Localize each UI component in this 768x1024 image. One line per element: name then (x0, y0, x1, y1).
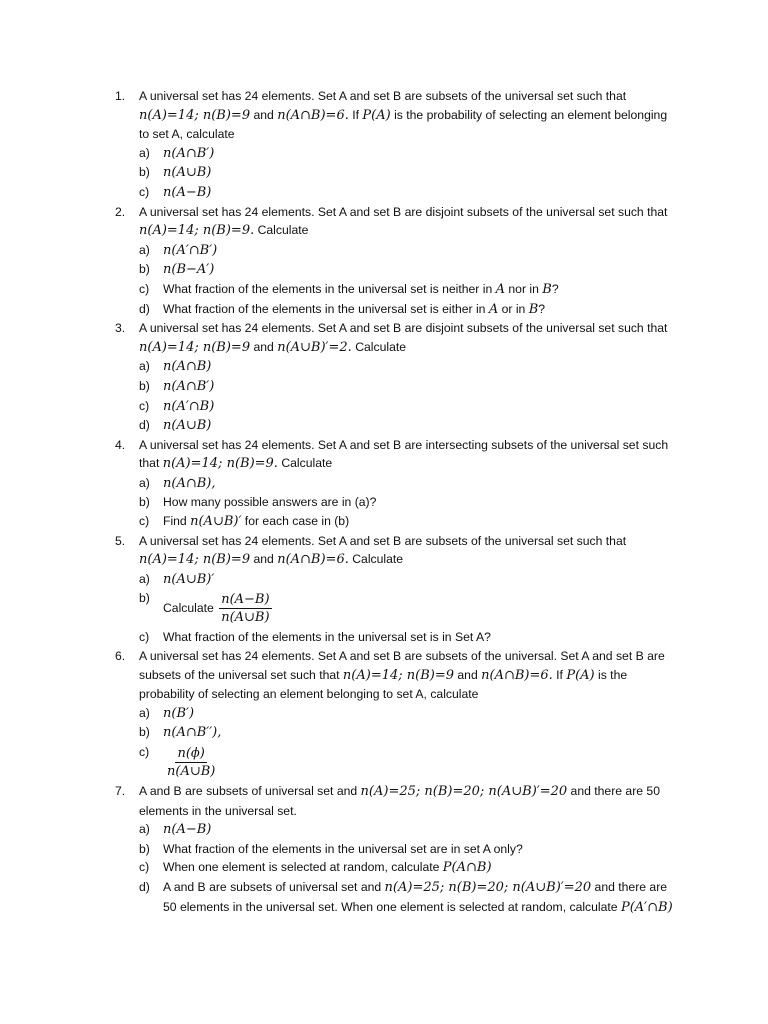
math-expression: n(A∪B)′=2. (277, 339, 352, 355)
math-expression: n(A∪B) (163, 418, 212, 434)
sub-question-label: c) (139, 184, 150, 199)
sub-question-text (163, 399, 214, 413)
text-run: A universal set has 24 elements. Set A and set B are disjoint subsets of the universal set such that (139, 204, 668, 219)
sub-question-label: b) (139, 725, 150, 740)
question-number: 2. (115, 204, 126, 219)
text-run: or in (498, 301, 529, 316)
sub-question (139, 377, 675, 397)
sub-question-text (163, 302, 545, 316)
sub-question-label: b) (139, 841, 150, 856)
question-item (115, 532, 675, 647)
text-run: Calculate (351, 339, 407, 354)
sub-question-text (163, 592, 274, 626)
question-number: 7. (115, 784, 126, 798)
math-expression: n(A−B) (163, 184, 212, 200)
sub-question-text (163, 243, 217, 257)
sub-question-text (163, 359, 211, 373)
math-expression: n(A∩B′) (163, 145, 215, 161)
sub-question-label: a) (139, 242, 150, 257)
question-text (139, 203, 675, 241)
sub-question (139, 280, 675, 300)
sub-question-text (163, 880, 673, 914)
sub-question-label: c) (139, 398, 150, 413)
sub-question-label: a) (139, 705, 150, 720)
text-run: A and B are subsets of universal set and (163, 879, 385, 894)
text-run: If (552, 667, 567, 682)
sub-question-text (163, 282, 559, 296)
text-run: If (348, 107, 363, 122)
math-expression: n(A)=14; n(B)=9 (139, 339, 251, 355)
text-run: A universal set has 24 elements. Set A and set B are subsets of the universal set such that (139, 533, 627, 548)
text-run: How many possible answers are in (a)? (163, 495, 377, 510)
text-run: ? (538, 301, 546, 316)
math-expression: n(A−B) (163, 822, 212, 838)
sub-question-text (163, 630, 491, 644)
math-expression: n(A)=14; n(B)=9 (139, 107, 251, 123)
text-run: and there are 50 elements in the universal set. When one element is selected at random, calculate (163, 879, 668, 914)
math-expression: P(A′∩B) (620, 899, 673, 915)
text-run: and (250, 339, 278, 354)
math-expression: n(A′∩B) (163, 398, 215, 414)
sub-question-label: c) (139, 860, 150, 875)
sub-question-label: d) (139, 301, 150, 316)
text-run: and (250, 107, 278, 122)
sub-question-label: c) (139, 630, 150, 645)
question-number: 3. (115, 321, 126, 336)
text-run: Calculate (277, 456, 333, 471)
sub-question-text (163, 146, 214, 160)
math-expression: n(A)=14; n(B)=9 (139, 552, 251, 568)
math-expression: A (488, 301, 499, 317)
sub-question-text (163, 725, 221, 739)
text-run: for each case in (b) (241, 514, 350, 529)
text-run: Calculate (254, 223, 309, 238)
sub-question-text (163, 706, 194, 720)
math-expression: P(A∩B) (442, 860, 492, 876)
fraction (219, 591, 271, 626)
text-run: Calculate (163, 601, 218, 616)
sub-question (139, 840, 675, 859)
sub-question (139, 474, 675, 494)
question-text (139, 532, 675, 570)
question-text (139, 436, 675, 474)
math-expression: n(A′∩B′) (163, 242, 218, 258)
sub-question (139, 493, 675, 512)
question-item (115, 87, 675, 203)
math-expression: n(A)=14; n(B)=9. (162, 456, 278, 472)
sub-question-label: b) (139, 262, 150, 277)
sub-question (139, 723, 675, 743)
sub-question (139, 820, 675, 840)
text-run: When one element is selected at random, calculate (163, 860, 443, 875)
sub-question-label: a) (139, 359, 150, 374)
sub-question (139, 570, 675, 590)
text-run: A universal set has 24 elements. Set A and set B are intersecting subsets of the universal set such that (139, 437, 669, 471)
sub-question-label: d) (139, 418, 150, 433)
math-expression: n(A∩B) (163, 359, 212, 375)
question-list (115, 87, 675, 917)
fraction (165, 745, 217, 780)
sub-question-text (163, 842, 523, 856)
sub-question-text (163, 514, 349, 528)
sub-question-label: b) (139, 495, 150, 510)
math-expression: n(B−A′) (163, 262, 215, 278)
math-expression: n(A∩B)=6. (277, 552, 349, 568)
text-run: Calculate (348, 552, 404, 567)
question-number: 6. (115, 649, 126, 664)
math-expression: n(A∩B)=6. (277, 107, 349, 123)
math-expression: P(A) (566, 667, 595, 683)
sub-question (139, 144, 675, 164)
sub-question-label: a) (139, 145, 150, 160)
sub-question-text (163, 822, 211, 836)
sub-question-label: a) (139, 475, 150, 490)
math-expression: n(A∩B)=6. (481, 667, 553, 683)
sub-question (139, 858, 675, 878)
math-expression: n(A)=14; n(B)=9 (342, 667, 455, 683)
question-text (139, 782, 675, 820)
math-expression: n(A)=14; n(B)=9. (139, 223, 255, 239)
sub-question-text (163, 165, 211, 179)
question-item (115, 436, 675, 532)
question-item (115, 782, 675, 917)
math-expression: n(A)=25; n(B)=20; n(A∪B)′=20 (384, 879, 592, 895)
sub-question-text (163, 262, 214, 276)
sub-question (139, 241, 675, 261)
math-expression: B (542, 281, 552, 297)
sub-question (139, 300, 675, 320)
sub-question (139, 260, 675, 280)
sub-question (139, 163, 675, 183)
question-number: 5. (115, 533, 126, 548)
text-run: A universal set has 24 elements. Set A and set B are subsets of the universal. Set A and set B are subsets of the universal set such that (139, 649, 665, 682)
sub-question-text (163, 860, 492, 874)
math-expression: A (495, 281, 506, 297)
sub-question-label: a) (139, 822, 150, 837)
sub-question-text (163, 476, 215, 490)
sub-question (139, 512, 675, 532)
question-item (115, 203, 675, 320)
sub-question-text (163, 572, 214, 586)
question-text (139, 87, 675, 144)
sub-question-label: d) (139, 879, 150, 894)
question-number: 1. (115, 89, 126, 103)
text-run: A universal set has 24 elements. Set A and set B are disjoint subsets of the universal set such that (139, 321, 668, 336)
sub-question (139, 397, 675, 417)
sub-question-text (163, 495, 376, 509)
text-run: and (250, 552, 278, 567)
sub-question-text (163, 418, 211, 432)
fraction-numerator: n(A−B) (221, 592, 270, 608)
sub-question (139, 743, 675, 782)
text-run: A universal set has 24 elements. Set A and set B are subsets of the universal set such that (139, 89, 627, 103)
text-run: and there are 50 elements in the universal set. (139, 784, 660, 818)
math-expression: n(A)=25; n(B)=20; n(A∪B)′=20 (360, 784, 568, 799)
sub-question-label: a) (139, 571, 150, 586)
text-run: nor in (505, 281, 543, 296)
text-run: What fraction of the elements in the universal set is neither in (163, 281, 496, 296)
fraction-denominator: n(A∪B) (221, 610, 270, 626)
text-run: is the probability of selecting an element belonging to set A, calculate (139, 107, 668, 142)
text-run: is the probability of selecting an element belonging to set A, calculate (139, 667, 628, 702)
question-item (115, 647, 675, 782)
text-run: ? (551, 281, 559, 296)
math-expression: n(A∩B), (163, 475, 216, 491)
math-expression: n(A∪B)′ (190, 514, 242, 530)
question-number: 4. (115, 437, 126, 452)
sub-question (139, 357, 675, 377)
fraction-denominator: n(A∪B) (167, 764, 216, 779)
fraction-numerator: n(ϕ) (177, 746, 205, 761)
math-expression: n(A∪B)′ (163, 571, 215, 587)
math-expression: n(A∩B′′), (163, 725, 222, 741)
math-expression: B (528, 301, 539, 317)
sub-question (139, 628, 675, 647)
sub-question-label: c) (139, 281, 150, 296)
text-run: What fraction of the elements in the universal set is either in (163, 301, 489, 316)
sub-question (139, 878, 675, 917)
text-run: What fraction of the elements in the universal set is in Set A? (163, 630, 491, 645)
sub-question (139, 416, 675, 436)
sub-question-label: b) (139, 165, 150, 180)
text-run: What fraction of the elements in the universal set are in set A only? (163, 841, 523, 856)
question-text (139, 647, 675, 704)
math-expression: P(A) (362, 107, 391, 123)
math-expression: n(B′) (163, 705, 195, 721)
math-expression: n(A∪B) (163, 165, 212, 181)
sub-question-text (163, 185, 211, 199)
math-expression: n(A∩B′) (163, 378, 215, 394)
sub-question-label: c) (139, 514, 150, 529)
sub-question-label: c) (139, 745, 150, 759)
sub-question-label: b) (139, 591, 150, 606)
question-text (139, 319, 675, 357)
sub-question (139, 589, 675, 628)
text-run: Find (163, 514, 191, 529)
sub-question (139, 183, 675, 203)
text-run: A and B are subsets of universal set and (139, 784, 361, 798)
question-item (115, 319, 675, 436)
sub-question-label: b) (139, 378, 150, 393)
sub-question (139, 704, 675, 724)
text-run: and (454, 667, 482, 682)
sub-question-text (163, 379, 214, 393)
